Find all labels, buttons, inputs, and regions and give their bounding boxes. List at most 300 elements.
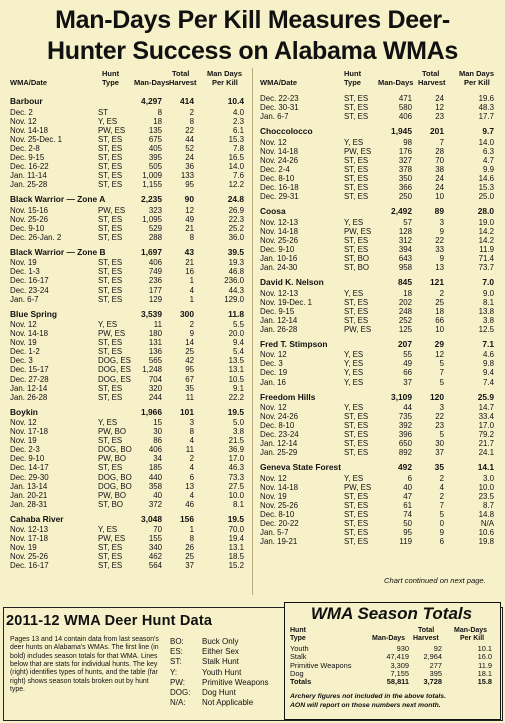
harvest: 24: [185, 152, 194, 162]
hunt-type: ST, ES: [98, 338, 123, 348]
hunt-type: ST, ES: [98, 170, 123, 180]
season-totals-title: WMA Season Totals: [310, 604, 473, 623]
totals-man-days: 930: [396, 644, 409, 653]
per-kill: 19.8: [478, 537, 494, 547]
man-days: 378: [398, 164, 412, 174]
table-row: [260, 289, 500, 298]
man-days: 394: [398, 244, 412, 254]
harvest: 1: [189, 525, 194, 535]
table-row: [260, 403, 500, 412]
harvest: 46: [185, 499, 194, 509]
table-row: [10, 384, 250, 393]
table-row: [10, 286, 250, 295]
man-days: 675: [148, 134, 162, 144]
man-days: 340: [148, 543, 162, 553]
hunt-type: PW, ES: [98, 205, 126, 215]
hunt-type: ST, ES: [98, 161, 123, 171]
hunt-date: Dec. 9-15: [10, 152, 45, 162]
hunt-date: Jan. 5-7: [260, 528, 289, 538]
per-kill: 4.0: [233, 107, 244, 117]
totals-man-days: 3,309: [390, 660, 409, 670]
per-kill: 5.0: [233, 418, 244, 428]
wma-section: [260, 206, 500, 272]
harvest: 6: [189, 472, 194, 482]
hunt-date: Dec. 2: [10, 107, 33, 117]
table-row: [260, 316, 500, 325]
hunt-type: DOG, BO: [98, 481, 132, 491]
hunt-type: ST, ES: [98, 143, 123, 153]
man-days: 40: [153, 490, 162, 500]
man-days: 358: [148, 481, 162, 491]
man-days: 529: [148, 223, 162, 233]
table-row: [260, 412, 500, 421]
legend-description: Not Applicable: [202, 698, 254, 708]
per-kill: 9.9: [483, 164, 494, 174]
hunt-type: Y, ES: [344, 359, 364, 369]
man-days: 244: [148, 392, 162, 402]
wma-season-total-row: [10, 514, 250, 526]
wma-season-total-row: [260, 206, 500, 218]
totals-man-days: 58,811: [386, 677, 409, 687]
wma-total-per-kill: 19.5: [227, 406, 244, 417]
table-row: [10, 135, 250, 144]
harvest: 67: [185, 374, 194, 384]
per-kill: 36.0: [228, 232, 244, 242]
table-row: [10, 233, 250, 242]
hunt-type: DOG, BO: [98, 445, 132, 455]
hunt-type: Y, ES: [98, 320, 118, 330]
per-kill: 13.5: [228, 356, 244, 366]
table-row: [10, 162, 250, 171]
man-days: 74: [403, 510, 412, 520]
per-kill: 11.9: [479, 244, 494, 254]
harvest: 10: [435, 192, 444, 202]
per-kill: 22.3: [228, 214, 244, 224]
hunt-type: ST, ES: [344, 412, 369, 422]
wma-total-harvest: 90: [184, 194, 194, 205]
hunt-type: Y, ES: [344, 377, 364, 387]
per-kill: 19.6: [478, 94, 494, 103]
hunt-date: Nov. 12: [10, 116, 37, 126]
man-days: 185: [148, 463, 162, 473]
totals-per-kill: 15.8: [477, 677, 492, 687]
hunt-type: PW, ES: [98, 329, 126, 339]
per-kill: 71.4: [478, 253, 494, 263]
hunt-type: ST, ES: [344, 94, 369, 103]
man-days: 735: [398, 412, 412, 422]
legend-description: Primitive Weapons: [202, 677, 269, 687]
table-row: [260, 448, 500, 457]
hunt-date: Dec. 20-22: [260, 519, 299, 529]
hunt-date: Dec. 3: [260, 359, 283, 369]
wma-total-harvest: 43: [184, 246, 194, 257]
table-row: [10, 206, 250, 215]
harvest: 11: [185, 445, 194, 455]
per-kill: 14.7: [478, 403, 494, 413]
man-days: 650: [398, 439, 412, 449]
per-kill: 12.2: [228, 179, 244, 189]
hunt-date: Dec. 3: [10, 356, 33, 366]
hunt-type: ST, ES: [344, 306, 369, 316]
man-days: 135: [148, 125, 162, 135]
harvest: 70: [435, 155, 444, 165]
table-row: [10, 320, 250, 329]
legend-item: [170, 647, 280, 657]
table-row: [10, 473, 250, 482]
hunt-type: ST, ES: [98, 561, 123, 571]
hunt-date: Dec. 23-24: [260, 430, 299, 440]
man-days: 1,009: [142, 170, 162, 180]
per-kill: 20.0: [228, 329, 244, 339]
wma-section: [10, 309, 250, 402]
man-days: 1,248: [142, 365, 162, 375]
harvest: 25: [185, 552, 194, 562]
table-row: [10, 482, 250, 491]
per-kill: 14.6: [478, 173, 494, 183]
man-days: 49: [403, 359, 412, 369]
harvest: 3: [439, 217, 444, 227]
harvest: 7: [439, 501, 444, 511]
wma-season-total-row: [260, 339, 500, 351]
hunt-date: Nov. 24-26: [260, 155, 299, 165]
harvest: 2: [439, 288, 444, 298]
table-row: [260, 165, 500, 174]
man-days: 406: [148, 445, 162, 455]
table-row: [260, 183, 500, 192]
legend-description: Dog Hunt: [202, 687, 236, 697]
per-kill: 7.8: [233, 143, 244, 153]
table-row: [10, 436, 250, 445]
per-kill: 14.8: [478, 510, 494, 520]
man-days: 180: [148, 329, 162, 339]
per-kill: 73.3: [228, 472, 244, 482]
harvest: 49: [185, 214, 194, 224]
table-row: [260, 307, 500, 316]
legend-code: ST:: [170, 657, 182, 667]
wma-total-man-days: 1,966: [141, 406, 162, 417]
legend-item: [170, 637, 280, 647]
hunt-date: Jan. 28-31: [10, 499, 48, 509]
table-row: [10, 500, 250, 509]
per-kill: 129.0: [224, 294, 244, 304]
hunt-date: Nov. 14-18: [260, 226, 299, 236]
totals-hdr-hunt: Hunt: [290, 627, 306, 634]
wma-total-harvest: 121: [430, 276, 444, 287]
hdr-type: Type: [344, 78, 361, 87]
per-kill: 19.3: [228, 258, 244, 268]
table-row: [10, 171, 250, 180]
table-row: [10, 365, 250, 374]
harvest: 2: [439, 474, 444, 484]
table-row: [10, 338, 250, 347]
hunt-date: Dec. 16-18: [260, 182, 299, 192]
legend-item: [170, 657, 280, 667]
hunt-date: Nov. 19: [10, 543, 37, 553]
table-row: [10, 108, 250, 117]
per-kill: 23.5: [478, 492, 494, 502]
harvest: 13: [185, 481, 194, 491]
man-days: 958: [398, 262, 412, 272]
hunt-date: Dec. 14-17: [10, 463, 49, 473]
hdr-total: Total: [422, 69, 440, 78]
harvest: 3: [439, 403, 444, 413]
per-kill: 9.0: [483, 288, 494, 298]
hunt-type: ST, ES: [344, 173, 369, 183]
table-row: [260, 439, 500, 448]
wma-section: [260, 126, 500, 201]
man-days: 176: [398, 146, 412, 156]
per-kill: 19.0: [478, 217, 494, 227]
hunt-type: ST, BO: [344, 262, 369, 272]
table-row: [10, 356, 250, 365]
harvest: 7: [439, 137, 444, 147]
man-days: 366: [398, 182, 412, 192]
wma-total-man-days: 1,945: [391, 126, 412, 137]
hunt-date: Jan. 12-14: [260, 315, 298, 325]
hunt-date: Jan. 20-21: [10, 490, 48, 500]
table-row: [260, 147, 500, 156]
man-days: 320: [148, 383, 162, 393]
hunt-type: DOG, BO: [98, 472, 132, 482]
man-days: 580: [398, 103, 412, 113]
hunt-date: Nov. 19: [10, 258, 37, 268]
per-kill: 48.3: [478, 103, 494, 113]
hunt-type: ST, ES: [344, 430, 369, 440]
legend-description: Buck Only: [202, 637, 239, 646]
table-row: [260, 528, 500, 537]
harvest: 16: [185, 267, 194, 277]
hunt-type: DOG, ES: [98, 356, 131, 366]
man-days: 8: [157, 107, 162, 117]
hunt-type: Y, ES: [98, 116, 118, 126]
table-row: [10, 561, 250, 570]
hunt-date: Jan. 25-29: [260, 448, 298, 458]
harvest: 28: [435, 146, 444, 156]
harvest: 33: [435, 244, 444, 254]
table-row: [260, 156, 500, 165]
harvest: 5: [439, 430, 444, 440]
man-days: 95: [403, 528, 412, 538]
harvest: 25: [185, 347, 194, 357]
left-table: [10, 96, 250, 571]
hunt-type: ST, ES: [98, 267, 123, 277]
wma-total-man-days: 4,297: [141, 96, 162, 106]
table-row: [10, 491, 250, 500]
table-row: [10, 525, 250, 534]
wma-section: [260, 392, 500, 458]
hunt-date: Nov. 12: [260, 403, 287, 413]
hunt-type: ST, ES: [98, 347, 123, 357]
hunt-date: Nov. 12-13: [260, 288, 299, 298]
man-days: 6: [407, 474, 412, 484]
wma-name: Fred T. Stimpson: [260, 338, 328, 349]
wma-season-total-row: [10, 96, 250, 108]
wma-total-per-kill: 19.5: [227, 513, 244, 524]
hunt-type: ST, ES: [98, 232, 123, 242]
man-days: 61: [403, 501, 412, 511]
hunt-type: Y, ES: [344, 217, 364, 227]
hunt-date: Dec. 9-10: [10, 454, 45, 464]
man-days: 327: [398, 155, 412, 165]
man-days: 11: [153, 320, 162, 330]
totals-harvest: 3,728: [423, 677, 442, 687]
harvest: 36: [185, 161, 194, 171]
hunt-type: PW, BO: [98, 490, 127, 500]
man-days: 30: [153, 427, 162, 437]
hunt-type: PW, ES: [344, 483, 372, 493]
per-kill: 27.5: [228, 481, 244, 491]
totals-row: [290, 678, 495, 686]
per-kill: 17.7: [478, 112, 494, 122]
hunt-type: PW, ES: [98, 125, 126, 135]
totals-per-kill: 18.1: [477, 668, 492, 678]
harvest: 7: [439, 368, 444, 378]
hunt-date: Nov. 19: [260, 492, 287, 502]
column-divider: [252, 68, 253, 595]
hunt-type: ST, ES: [344, 448, 369, 458]
per-kill: 17.0: [478, 421, 494, 431]
hunt-date: Dec. 29-30: [10, 472, 49, 482]
man-days: 392: [398, 421, 412, 431]
harvest: 12: [435, 103, 444, 113]
wma-total-man-days: 492: [398, 462, 412, 473]
man-days: 40: [403, 483, 412, 493]
per-kill: 14.2: [478, 235, 494, 245]
per-kill: 13.1: [228, 365, 244, 375]
totals-hdr-man-days2: Man-Days: [454, 627, 488, 634]
hunt-date: Dec. 29-31: [260, 192, 299, 202]
man-days: 406: [148, 258, 162, 268]
totals-hdr-harvest: Harvest: [413, 635, 439, 642]
hunt-type: ST, ES: [344, 182, 369, 192]
harvest: 95: [185, 179, 194, 189]
harvest: 95: [185, 365, 194, 375]
legend-item: [170, 688, 280, 698]
hunt-type: Y, ES: [344, 368, 364, 378]
hunt-date: Jan. 19-21: [260, 537, 298, 547]
table-row: [260, 103, 500, 112]
hunt-type-legend: [170, 637, 280, 708]
hunt-type: ST, ES: [98, 463, 123, 473]
wma-total-per-kill: 11.8: [228, 308, 244, 319]
hdr-per-kill: Per Kill: [212, 78, 238, 87]
hdr-per-kill: Per Kill: [464, 78, 490, 87]
hunt-date: Dec. 8-10: [260, 421, 295, 431]
harvest: 9: [439, 528, 444, 538]
season-totals-header: [290, 627, 495, 645]
wma-total-man-days: 2,235: [141, 194, 162, 205]
per-kill: 15.3: [478, 182, 494, 192]
table-row: [10, 329, 250, 338]
hdr-man-days2: Man Days: [207, 69, 243, 78]
man-days: 119: [399, 537, 412, 547]
hunt-date: Nov. 19: [10, 436, 37, 446]
table-row: [10, 463, 250, 472]
wma-section: [10, 247, 250, 304]
totals-per-kill: 11.9: [478, 660, 492, 670]
table-row: [10, 375, 250, 384]
hunt-type: ST, ES: [344, 421, 369, 431]
harvest: 2: [189, 107, 194, 117]
man-days: 129: [148, 294, 162, 304]
hunt-date: Jan. 12-14: [10, 383, 48, 393]
wma-season-total-row: [10, 407, 250, 419]
per-kill: 22.2: [228, 392, 244, 402]
table-row: [260, 227, 500, 236]
per-kill: 10.5: [228, 374, 244, 384]
hunt-date: Nov. 17-18: [10, 534, 49, 544]
hdr-type: Type: [102, 78, 119, 87]
harvest: 4: [189, 285, 194, 295]
hunt-date: Dec. 30-31: [260, 103, 299, 113]
hunt-type: Y, ES: [344, 137, 364, 147]
per-kill: 16.5: [228, 152, 244, 162]
table-row: [10, 418, 250, 427]
wma-total-man-days: 3,109: [391, 391, 412, 402]
table-row: [10, 153, 250, 162]
hunt-type: ST, ES: [98, 285, 123, 295]
harvest: 52: [185, 143, 194, 153]
hunt-date: Nov. 12: [260, 474, 287, 484]
table-row: [10, 427, 250, 436]
man-days: 248: [398, 306, 412, 316]
hunt-date: Nov. 19: [10, 338, 37, 348]
harvest: 38: [435, 164, 444, 174]
harvest: 5: [439, 359, 444, 369]
table-row: [260, 325, 500, 334]
hunt-date: Nov. 19-Dec. 1: [260, 297, 313, 307]
hunt-date: Dec. 9-10: [10, 223, 45, 233]
hdr-hunt: Hunt: [344, 69, 362, 78]
wma-total-per-kill: 7.0: [482, 276, 494, 287]
hunt-type: ST, ES: [344, 235, 369, 245]
per-kill: 9.8: [483, 359, 494, 369]
harvest: 1: [189, 276, 194, 286]
hunt-date: Nov. 24-26: [260, 412, 299, 422]
table-row: [260, 236, 500, 245]
totals-note-1: Archery figures not included in the above totals.: [290, 693, 446, 700]
hunt-type: Y, ES: [98, 525, 118, 535]
harvest: 22: [435, 412, 444, 422]
hunt-type: PW, ES: [344, 226, 372, 236]
hunt-date: Dec. 2-3: [10, 445, 40, 455]
harvest: 44: [185, 134, 194, 144]
man-days: 396: [398, 430, 412, 440]
hunt-type: ST, ES: [344, 164, 369, 174]
totals-man-days: 47,419: [386, 652, 409, 662]
table-row: [260, 298, 500, 307]
wma-total-per-kill: 28.0: [477, 206, 494, 217]
per-kill: 25.2: [228, 223, 244, 233]
per-kill: 7.6: [233, 170, 244, 180]
table-row: [260, 138, 500, 147]
hunt-date: Nov. 12: [260, 137, 287, 147]
man-days: 125: [398, 324, 412, 334]
table-row: [260, 378, 500, 387]
table-row: [10, 258, 250, 267]
wma-season-total-row: [10, 247, 250, 259]
hunt-type: PW, ES: [344, 324, 372, 334]
man-days: 250: [398, 192, 412, 202]
man-days: 86: [153, 436, 162, 446]
table-row: [10, 445, 250, 454]
wma-total-man-days: 2,492: [391, 206, 412, 217]
man-days: 372: [148, 499, 162, 509]
hunt-date: Dec. 16-22: [10, 161, 49, 171]
hunt-date: Jan. 11-14: [10, 170, 47, 180]
man-days: 177: [148, 285, 162, 295]
wma-total-harvest: 156: [180, 513, 194, 524]
